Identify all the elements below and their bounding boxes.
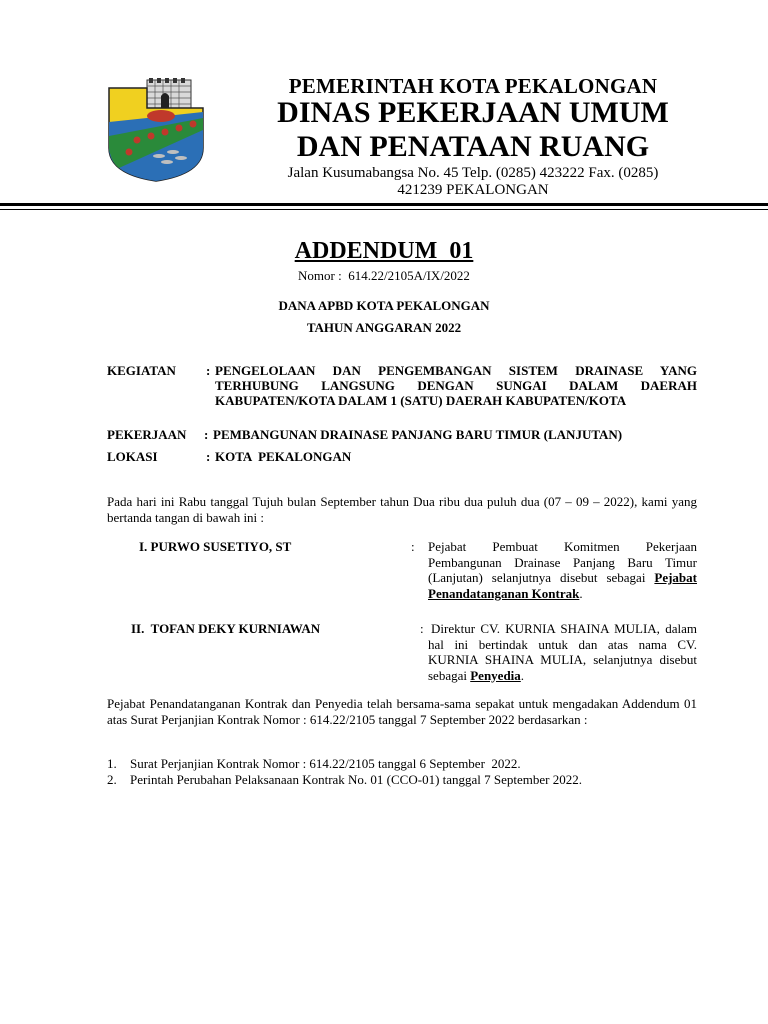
party-2-end: . [520, 667, 525, 683]
document-title: ADDENDUM 01 [294, 238, 474, 264]
government-name: PEMERINTAH KOTA PEKALONGAN [288, 74, 658, 98]
basis-list [107, 756, 697, 788]
party-1-text: Pejabat Pembuat Komitmen Pekerjaan Pembangunan Drainase Panjang Baru Timur (Lanjutan) selanjutnya disebut sebagai [428, 539, 697, 585]
party-1-name: I. PURWO SUSETIYO, ST [139, 539, 292, 554]
address-line2: 421239 PEKALONGAN [397, 182, 549, 198]
list-item-number: 1. [107, 756, 117, 771]
address-line1: Jalan Kusumabangsa No. 45 Telp. (0285) 423222 Fax. (0285) [287, 165, 659, 181]
list-item-text: Perintah Perubahan Pelaksanaan Kontrak No. 01 (CCO-01) tanggal 7 September 2022. [130, 772, 583, 787]
budget-year: TAHUN ANGGARAN 2022 [306, 320, 462, 335]
lokasi-colon: : [206, 449, 211, 464]
party-2-colon: : [420, 621, 424, 636]
pekerjaan-colon: : [204, 427, 209, 442]
kegiatan-colon: : [206, 363, 211, 378]
agency-address [230, 165, 716, 199]
party-2-text: Direktur CV. KURNIA SHAINA MULIA, dalam hal ini bertindak untuk dan atas nama CV. KURNIA SHAINA MULIA, selanjutnya disebut sebagai [428, 621, 697, 683]
kegiatan-value: PENGELOLAAN DAN PENGEMBANGAN SISTEM DRAINASE YANG TERHUBUNG LANGSUNG DENGAN SUNGAI DALAM DAERAH KABUPATEN/KOTA DALAM 1 (SATU) DAERAH KABUPATEN/KOTA [215, 363, 697, 408]
party-1-colon: : [411, 539, 415, 554]
agreement-paragraph: Pejabat Penandatanganan Kontrak dan Penyedia telah bersama-sama sepakat untuk mengadakan Addendum 01 atas Surat Perjanjian Kontrak Nomor : 614.22/2105 tanggal 7 September 2022 berdasarkan : [107, 696, 697, 727]
party-2-role: Penyedia [470, 667, 521, 683]
lokasi-label: LOKASI [107, 449, 158, 464]
list-item [107, 756, 697, 772]
lokasi-value: KOTA PEKALONGAN [215, 449, 352, 464]
party-1-role: Pejabat Penandatanganan Kontrak [428, 570, 697, 601]
party-1-description [428, 539, 697, 601]
agency-name-line2: DAN PENATAAN RUANG [296, 130, 650, 163]
list-item-text: Surat Perjanjian Kontrak Nomor : 614.22/2105 tanggal 6 September 2022. [130, 756, 521, 771]
letterhead-rule-thick [0, 203, 768, 206]
city-crest-icon [107, 78, 205, 182]
kegiatan-label: KEGIATAN [107, 363, 176, 378]
intro-paragraph: Pada hari ini Rabu tanggal Tujuh bulan September tahun Dua ribu dua puluh dua (07 – 09 – 2022), kami yang bertanda tangan di bawah ini : [107, 494, 697, 525]
list-item [107, 772, 697, 788]
document-number: Nomor : 614.22/2105A/IX/2022 [298, 268, 470, 283]
list-item-number: 2. [107, 772, 117, 787]
party-2-description [428, 621, 697, 683]
party-2-name: II. TOFAN DEKY KURNIAWAN [131, 621, 321, 636]
pekerjaan-label: PEKERJAAN [107, 427, 187, 442]
party-1-end: . [579, 585, 583, 601]
funding-source: DANA APBD KOTA PEKALONGAN [278, 298, 490, 313]
agency-name-line1: DINAS PEKERJAAN UMUM [277, 96, 669, 129]
pekerjaan-value: PEMBANGUNAN DRAINASE PANJANG BARU TIMUR (LANJUTAN) [213, 427, 623, 442]
letterhead-rule-thin [0, 209, 768, 210]
